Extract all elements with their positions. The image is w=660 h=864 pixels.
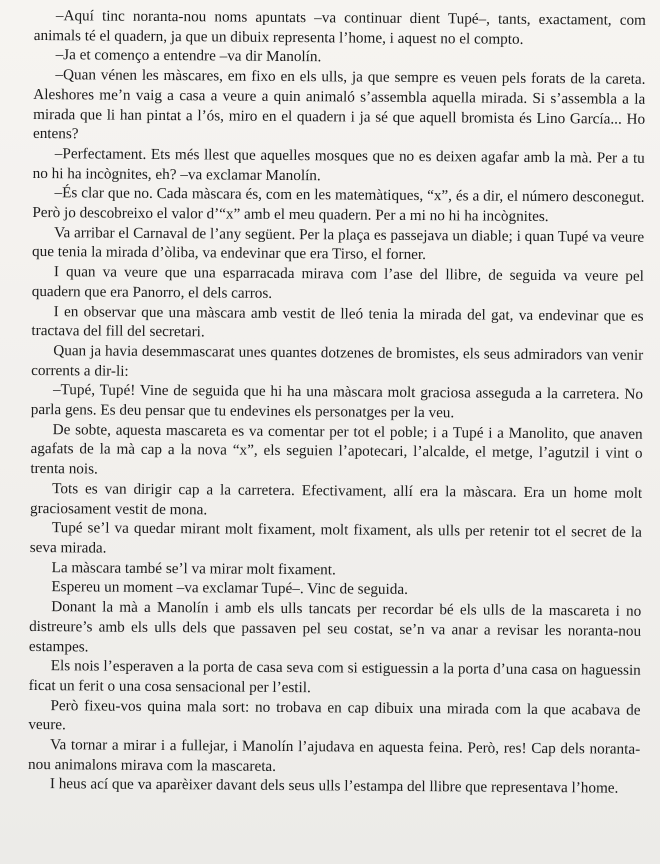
paragraph: –Aquí tinc noranta-nou noms apuntats –va continuar dient Tupé–, tants, exactament, com animals té el quadern, ja que un dibuix representa l’home, i aquest no el compto. [33,7,646,48]
paragraph: I en observar que una màscara amb vestit de lleó tenia la mirada del gat, va endevinar que es tractava del fill del secretari. [31,302,644,341]
paragraph: –Ja et començo a entendre –va dir Manolín. [55,46,322,66]
paragraph: Però fixeu-vos quina mala sort: no trobava en cap dibuix una mirada com la que acabava de veure. [28,696,641,734]
paragraph: La màscara també se’l va mirar molt fixament. [51,558,336,579]
paragraph: –Perfectament. Ets més llest que aquelles mosques que no es deixen agafar amb la mà. Per a tu no hi ha incògnites, eh? –va exclamar Manolín. [32,145,645,184]
paragraph: Va tornar a mirar i a fullejar, i Manolín l’ajudava en aquesta feina. Però, res! Cap dels noranta-nou animalons mirava com la mascareta. [27,736,641,775]
paragraph: I quan va veure que una esparracada mirava com l’ase del llibre, de seguida va veure pel quadern que era Panorro, el dels carros. [31,263,644,302]
paragraph: Tupé se’l va quedar mirant molt fixament, molt fixament, als ulls per retenir tot el secret de la seva mirada. [29,519,642,557]
paragraph: Els nois l’esperaven a la porta de casa seva com si estiguessin a la porta d’una casa on haguessin ficat un ferit o una cosa sensacional per l’estil. [28,657,641,697]
paragraph: Tots es van dirigir cap a la carretera. Efectivament, allí era la màscara. Era un home molt graciosament vestit de mona. [29,480,643,518]
paragraph: –És clar que no. Cada màscara és, com en les matemàtiques, “x”, és a dir, el número desconegut. Però jo descobreixo el valor d’“x” amb el meu quadern. Per a mi no hi ha incògnites. [32,184,645,226]
paragraph: De sobte, aquesta mascareta es va comentar per tot el poble; i a Tupé i a Manolito, que anaven agafats de la mà cap a la nova “x”, els seguien l’apotecari, l’alcalde, el metge, l’agutzil i vint o trenta nois. [30,420,643,478]
paragraph: Donant la mà a Manolín i amb els ulls tancats per recordar bé els ulls de la mascareta i no distreure’s amb els ulls dels que passaven pel seu costat, se’n va anar a revisar les noranta-nou estampes. [28,598,642,655]
paragraph: I heus ací que va aparèixer davant dels seus ulls l’estampa del llibre que representava l’home. [49,775,619,798]
paragraph: Quan ja havia desemmascarat unes quantes dotzenes de bromistes, els seus admiradors van venir corrents a dir-li: [31,342,644,380]
paragraph: Va arribar el Carnaval de l’any següent. Per la plaça es passejava un diable; i quan Tupé va veure que tenia la mirada d’òliba, va endevinar que era Tirso, el forner. [32,223,645,264]
paragraph: Espereu un moment –va exclamar Tupé–. Vinc de seguida. [51,578,408,599]
paragraph: –Quan vénen les màscares, em fixo en els ulls, ja que sempre es veuen pels forats de la careta. Aleshores me’n vaig a casa a veure a quin animaló s’assembla aquella mirada. Si s’assembla a la mirada que li han pintat a l’ós, miro en el quadern i ja sé que aquell bromista és Lino García... Ho entens? [32,66,646,143]
page-text [28,6,646,799]
paragraph: –Tupé, Tupé! Vine de seguida que hi ha una màscara molt graciosa asseguda a la carretera. No parla gens. Es deu pensar que tu endevines els personatges per la veu. [30,381,644,422]
